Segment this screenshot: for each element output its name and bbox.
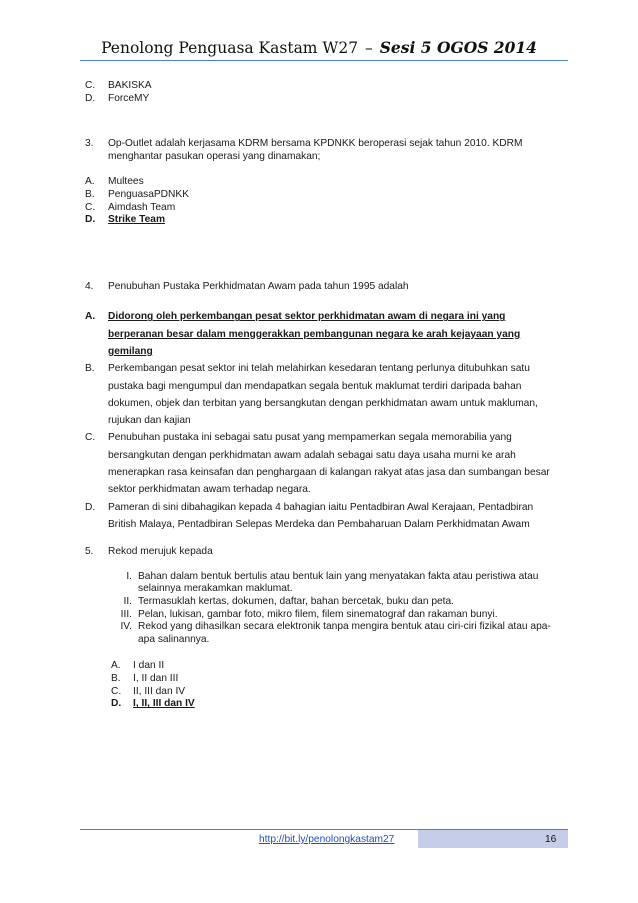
- header-divider: [80, 60, 568, 61]
- option-row: C. Aimdash Team: [85, 201, 176, 213]
- statement-row: III. Pelan, lukisan, gambar foto, mikro filem, filem sinematograf dan rakaman bunyi.: [120, 608, 498, 620]
- option-row: C. BAKISKA: [85, 80, 152, 91]
- option-row: C. Penubuhan pustaka ini sebagai satu pusat yang mempamerkan segala memorabilia yang bersangkutan dengan perkhidmatan awam adalah sebagai satu daya usaha murni ke arah menerapkan rasa keinsafan dan penghargaan di kalangan rakyat atas jasa dan sumbangan besar sektor perkhidmatan awam terhadap negara.: [85, 432, 550, 496]
- question-text: 4. Penubuhan Pustaka Perkhidmatan Awam pada tahun 1995 adalah: [85, 280, 409, 292]
- option-row: C. II, III dan IV: [111, 685, 186, 697]
- page-header: [0, 38, 638, 57]
- statement-row: IV. Rekod yang dihasilkan secara elektronik tanpa mengira bentuk atau ciri-ciri fizikal atau apa-apa salinannya.: [120, 621, 551, 645]
- question-text: 5. Rekod merujuk kepada: [85, 546, 213, 558]
- question-3: [85, 138, 560, 227]
- question-text: 3. Op-Outlet adalah kerjasama KDRM bersama KPDNKK beroperasi sejak tahun 2010. KDRM menghantar pasukan operasi yang dinamakan;: [85, 138, 523, 162]
- page-number: 16: [545, 834, 557, 845]
- correct-answer: A. Didorong oleh perkembangan pesat sektor perkhidmatan awam di negara ini yang berperanan besar dalam menggerakkan pembangunan negara ke arah kejayaan yang gemilang: [85, 311, 521, 357]
- statement-row: I. Bahan dalam bentuk bertulis atau bentuk lain yang menyatakan fakta atau peristiwa atau selainnya merakamkan maklumat.: [126, 570, 539, 595]
- question-4: [85, 281, 560, 533]
- option-row: D. ForceMY: [85, 92, 150, 104]
- correct-answer: D. I, II, III dan IV: [111, 698, 195, 710]
- question-5: [85, 546, 560, 711]
- correct-answer: D. Strike Team: [85, 214, 166, 226]
- document-body: [85, 80, 560, 711]
- previous-options: [85, 80, 560, 105]
- footer-link[interactable]: http://bit.ly/penolongkastam27: [259, 834, 395, 845]
- option-row: A. I dan II: [111, 660, 165, 672]
- header-session: Sesi 5 OGOS 2014: [379, 38, 537, 57]
- option-row: D. Pameran di sini dibahagikan kepada 4 bahagian iaitu Pentadbiran Awal Kerajaan, Pentadbiran British Malaya, Pentadbiran Selepas Merdeka dan Pembaharuan Dalam Perkhidmatan Awam: [85, 501, 534, 530]
- option-row: A. Multees: [85, 176, 144, 188]
- header-separator: –: [365, 39, 373, 57]
- option-row: B. Perkembangan pesat sektor ini telah melahirkan kesedaran tentang perlunya ditubuhkan satu pustaka bagi mengumpul dan mendapatkan segala bentuk maklumat terdiri daripada bahan dokumen, objek dan terbitan yang bersangkutan dengan perkhidmatan awam untuk makluman, rujukan dan kajian: [85, 363, 538, 427]
- option-row: B. PenguasaPDNKK: [85, 188, 189, 200]
- option-row: B. I, II dan III: [111, 672, 179, 684]
- statement-row: II. Termasuklah kertas, dokumen, daftar, bahan bercetak, buku dan peta.: [123, 595, 455, 607]
- header-title: Penolong Penguasa Kastam W27: [101, 39, 359, 57]
